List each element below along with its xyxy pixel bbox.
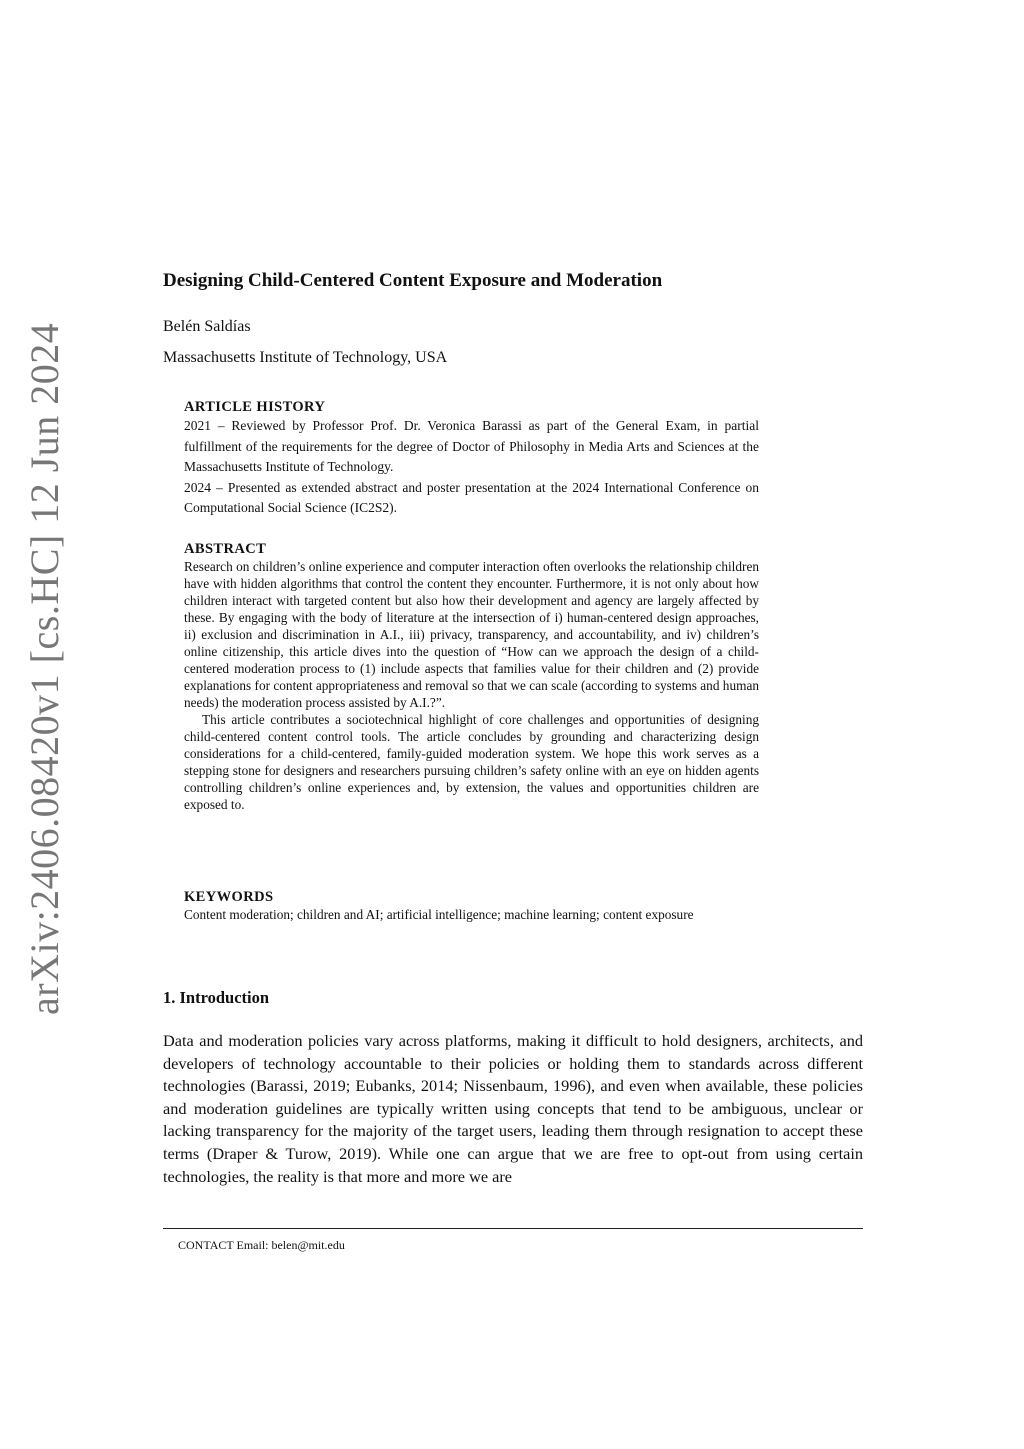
keywords-list: Content moderation; children and AI; artificial intelligence; machine learning; content exposure [184, 907, 694, 922]
author-affiliation: Massachusetts Institute of Technology, USA [163, 349, 448, 366]
introduction-heading: 1. Introduction [163, 988, 270, 1007]
abstract-heading: ABSTRACT [184, 541, 267, 557]
article-history-entries [184, 416, 759, 519]
footnote-divider [163, 1228, 863, 1229]
abstract-paragraph: This article contributes a sociotechnical highlight of core challenges and opportunities of designing child-centered content control tools. The article concludes by grounding and characterizing design considerations for a child-centered, family-guided moderation system. We hope this work serves as a stepping stone for designers and researchers pursuing children’s safety online with an eye on hidden agents controlling children’s online experiences and, by extension, the values and opportunities children are exposed to. [184, 712, 759, 812]
arxiv-identifier: arXiv:2406.08420v1 [cs.HC] 12 Jun 2024 [22, 322, 67, 1015]
abstract-body [184, 558, 759, 813]
abstract-paragraph: Research on children’s online experience and computer interaction often overlooks the relationship children have with hidden algorithms that control the content they encounter. Furthermore, it is not only about how children interact with targeted content but also how their development and agency are largely affected by these. By engaging with the body of literature at the intersection of i) human-centered design approaches, ii) exclusion and discrimination in A.I., iii) privacy, transparency, and accountability, and iv) children’s online citizenship, this article dives into the question of “How can we approach the design of a child-centered moderation process to (1) include aspects that families value for their children and (2) provide explanations for content appropriateness and removal so that we can scale (according to systems and human needs) the moderation process assisted by A.I.?”. [184, 559, 759, 710]
introduction-paragraph: Data and moderation policies vary across platforms, making it difficult to hold designers, architects, and developers of technology accountable to their policies or holding them to standards across different technologies (Barassi, 2019; Eubanks, 2014; Nissenbaum, 1996), and even when available, these policies and moderation guidelines are typically written using concepts that tend to be ambiguous, unclear or lacking transparency for the majority of the target users, leading them through resignation to accept these terms (Draper & Turow, 2019). While one can argue that we are free to opt-out from using certain technologies, the reality is that more and more we are [163, 1031, 863, 1186]
contact-footnote: CONTACT Email: belen@mit.edu [178, 1238, 345, 1252]
paper-title: Designing Child-Centered Content Exposure and Moderation [163, 270, 663, 291]
article-history-section [184, 398, 759, 519]
article-history-heading: ARTICLE HISTORY [184, 399, 326, 415]
abstract-section [184, 540, 759, 813]
history-entry-2021: 2021 – Reviewed by Professor Prof. Dr. Veronica Barassi as part of the General Exam, in partial fulfillment of the requirements for the degree of Doctor of Philosophy in Media Arts and Sciences at the Massachusetts Institute of Technology. [184, 418, 759, 474]
author-name: Belén Saldías [163, 318, 251, 335]
keywords-heading: KEYWORDS [184, 889, 274, 905]
history-entry-2024: 2024 – Presented as extended abstract and poster presentation at the 2024 International Conference on Computational Social Science (IC2S2). [184, 479, 759, 515]
keywords-section [184, 888, 759, 923]
